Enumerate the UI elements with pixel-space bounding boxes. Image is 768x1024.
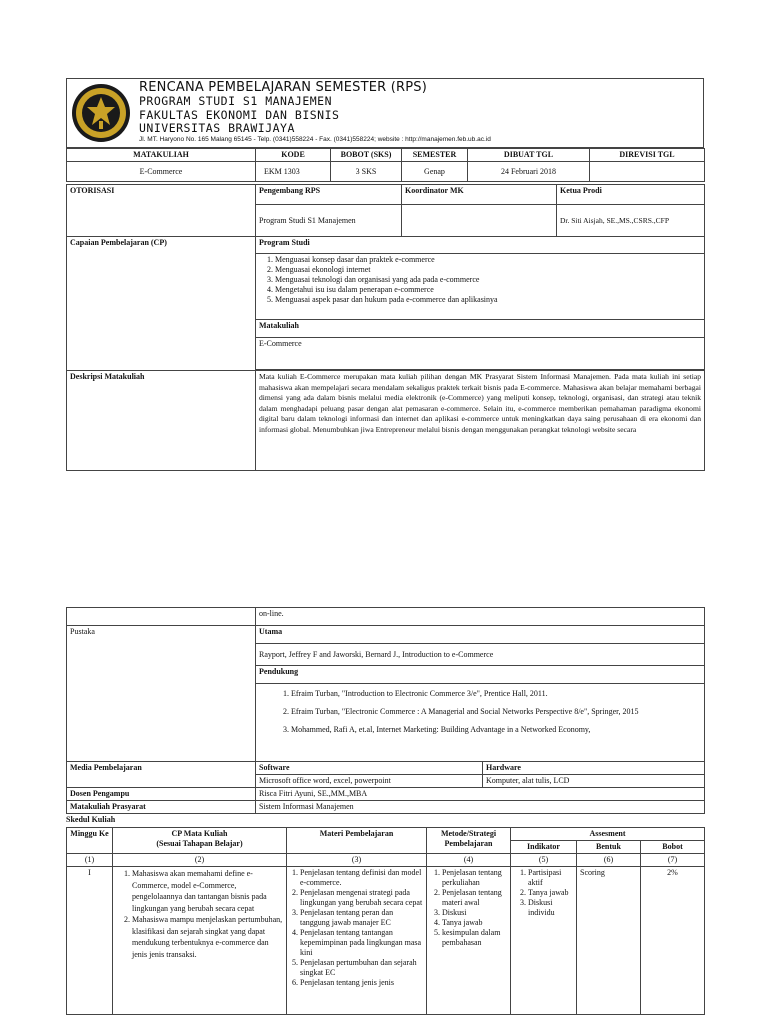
deskripsi-label: Deskripsi Matakuliah [67,371,256,471]
page2-table [66,607,705,814]
list-item: 1. Penjelasan tentang perkuliahan [442,868,507,888]
kode-value: EKM 1303 [256,162,331,182]
col-header-kode: KODE [256,149,331,162]
col-num: (2) [113,854,287,867]
skedul-header-indikator: Indikator [511,841,577,854]
list-item: 2. Menguasai ekonologi internet [275,265,701,275]
list-item: 2. Mahasiswa mampu menjelaskan pertumbuhan, klasifikasi dan sejarah singkat yang dapat mendukung terbentuknya e-commerce dan jenis jenis transaksi. [132,914,283,960]
list-item: 4. Tanya jawab [442,918,507,928]
list-item: 1. Penjelasan tentang definisi dan model e-commerce. [300,868,423,888]
prasyarat-value: Sistem Informasi Manajemen [256,801,705,814]
direvisi-value [590,162,705,182]
semester-value: Genap [402,162,468,182]
col-header-direvisi: DIREVISI TGL [590,149,705,162]
list-item: 2. Penjelasan mengenai strategi pada lingkungan yang berubah secara cepat [300,888,423,908]
col-num: (3) [287,854,427,867]
metode-cell [427,867,511,1015]
hardware-label: Hardware [483,762,705,775]
koordinator-value [402,205,557,237]
col-header-dibuat: DIBUAT TGL [468,149,590,162]
faculty-name: FAKULTAS EKONOMI DAN BISNIS [139,107,340,122]
col-header-semester: SEMESTER [402,149,468,162]
deskripsi-text: Mata kuliah E-Commerce merupakan mata kuliah pilihan dengan MK Prasyarat Sistem Informasi Manajemen. Pada mata kuliah ini setiap mahasiswa akan mempelajari secara mendalam sekaligus praktek terkait bisnis pada E-commerce. Mahasiswa akan belajar memahami berbagai dimensi yang ada dalam bisnis melalui media elektronik (e-Commerce) yang meliputi konsep, teknologi, organisasi, dan strategi atau teknik dalam menghadapi peluang pasar dengan alat pemasaran e-commerce. Selain itu, e-commerce memberikan pemahaman paradigma ekonomi digital baru dalam teknologi informasi dan internet dan aplikasi e-commerce untuk meningkatkan daya saing perusahaan di era ekonomi dan informasi global. Menumbuhkan jiwa Entrepreneur melalui bisnis dengan menggunakan perangkat teknologi website secara [256,371,705,471]
prasyarat-label: Matakuliah Prasyarat [67,801,256,814]
document-header [66,78,704,148]
program-name: PROGRAM STUDI S1 MANAJEMEN [139,94,333,108]
deskripsi-continuation: on-line. [256,608,705,626]
university-name: UNIVERSITAS BRAWIJAYA [139,121,295,135]
skedul-header-assesment: Assesment [511,828,705,841]
col-num: (1) [67,854,113,867]
skedul-header-cp: CP Mata Kuliah (Sesuai Tahapan Belajar) [113,828,287,854]
cp-prodi-label: Program Studi [256,237,705,254]
utama-value: Rayport, Jeffrey F and Jaworski, Bernard J., Introduction to e-Commerce [256,644,705,666]
cp-prodi-list [256,254,705,320]
skedul-header-bobot: Bobot [641,841,705,854]
list-item: 2. Efraim Turban, "Electronic Commerce : A Managerial and Social Networks Perspective 8/e", Springer, 2015 [291,703,701,721]
minggu-value: I [67,867,113,1015]
media-label: Media Pembelajaran [67,762,256,788]
dibuat-value: 24 Februari 2018 [468,162,590,182]
list-item: 2. Tanya jawab [528,888,573,898]
matakuliah-value: E-Commerce [67,162,256,182]
col-num: (4) [427,854,511,867]
software-label: Software [256,762,483,775]
software-value: Microsoft office word, excel, powerpoint [256,775,483,788]
list-item: 3. Diskusi individu [528,898,573,918]
list-item: 4. Penjelasan tentang tantangan kepemimpinan pada lingkungan masa kini [300,928,423,958]
cp-mk-value: E-Commerce [256,338,705,370]
pendukung-list [256,684,705,762]
pengembang-value: Program Studi S1 Manajemen [256,205,402,237]
pendukung-label: Pendukung [256,666,705,684]
bobot-value: 2% [641,867,705,1015]
skedul-title: Skedul Kuliah [66,815,116,824]
list-item: 3. Menguasai teknologi dan organisasi yang ada pada e-commerce [275,275,701,285]
list-item: 1. Mahasiswa akan memahami define e-Commerce, model e-Commerce, pengelolaannya dan tantangan bisnis pada lingkungan yang berubah secara cepat [132,868,283,914]
list-item: 5. kesimpulan dalam pembahasan [442,928,507,948]
hardware-value: Komputer, alat tulis, LCD [483,775,705,788]
list-item: 3. Penjelasan tentang peran dan tanggung jawab manajer EC [300,908,423,928]
otorisasi-label: OTORISASI [67,185,256,237]
materi-cell [287,867,427,1015]
university-logo-icon [71,83,131,143]
dosen-label: Dosen Pengampu [67,788,256,801]
list-item: 6. Penjelasan tentang jenis jenis [300,978,423,988]
list-item: 3. Mohammed, Rafi A, et.al, Internet Marketing: Building Advantage in a Networked Economy, [291,721,701,739]
address-line: Jl. MT. Haryono No. 165 Malang 65145 - Telp. (0341)558224 - Fax. (0341)558224; website : http://manajemen.feb.ub.ac.id [139,135,491,143]
dosen-value: Risca Fitri Ayuni, SE.,MM.,MBA [256,788,705,801]
pustaka-label: Pustaka [67,626,256,762]
col-header-bobot: BOBOT (SKS) [331,149,402,162]
list-item: 1. Efraim Turban, "Introduction to Electronic Commerce 3/e", Prentice Hall, 2011. [291,685,701,703]
list-item: 5. Penjelasan pertumbuhan dan sejarah singkat EC [300,958,423,978]
kaprodi-label: Ketua Prodi [557,185,705,205]
list-item: 5. Menguasai aspek pasar dan hukum pada e-commerce dan aplikasinya [275,295,701,305]
list-item: 4. Mengetahui isu isu dalam penerapan e-commerce [275,285,701,295]
skedul-header-bentuk: Bentuk [577,841,641,854]
cp-mk-label: Matakuliah [256,320,705,338]
bobot-value: 3 SKS [331,162,402,182]
document-title: RENCANA PEMBELAJARAN SEMESTER (RPS) [139,80,428,95]
list-item: 3. Diskusi [442,908,507,918]
skedul-header-minggu: Minggu Ke [67,828,113,854]
col-num: (6) [577,854,641,867]
koordinator-label: Koordinator MK [402,185,557,205]
skedul-table [66,827,705,1015]
list-item: 1. Partisipasi aktif [528,868,573,888]
col-num: (5) [511,854,577,867]
col-header-matakuliah: MATAKULIAH [67,149,256,162]
pengembang-label: Pengembang RPS [256,185,402,205]
kaprodi-value: Dr. Siti Aisjah, SE.,MS.,CSRS.,CFP [557,205,705,237]
list-item: 2. Penjelasan tentang materi awal [442,888,507,908]
bentuk-value: Scoring [577,867,641,1015]
course-info-table [66,148,705,182]
cp-cell [113,867,287,1015]
skedul-header-materi: Materi Pembelajaran [287,828,427,854]
main-table [66,184,705,471]
utama-label: Utama [256,626,705,644]
skedul-header-metode: Metode/Strategi Pembelajaran [427,828,511,854]
col-num: (7) [641,854,705,867]
list-item: 1. Menguasai konsep dasar dan praktek e-commerce [275,255,701,265]
cp-label: Capaian Pembelajaran (CP) [67,237,256,371]
indikator-cell [511,867,577,1015]
